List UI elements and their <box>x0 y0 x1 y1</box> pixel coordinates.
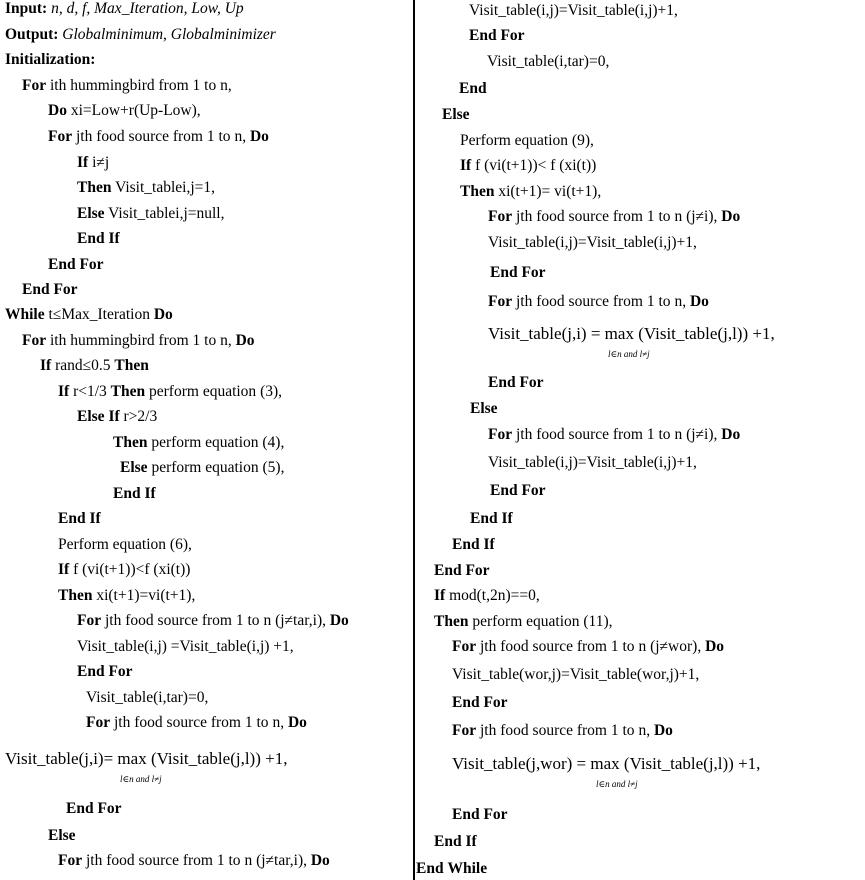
input-vars: n, d, f, Max_Iteration, Low, Up <box>51 0 244 17</box>
code-line: End For <box>66 800 122 817</box>
code-line: Then xi(t+1)=vi(t+1), <box>58 587 196 604</box>
algorithm-left-column <box>0 0 413 880</box>
input-line <box>5 0 244 18</box>
code-line: While t≤Max_Iteration Do <box>5 306 173 323</box>
code-line: Then xi(t+1)= vi(t+1), <box>460 183 602 200</box>
input-label: Input: <box>5 0 48 17</box>
code-line: Then perform equation (4), <box>113 434 285 451</box>
code-line: Else <box>442 106 470 123</box>
code-line: End For <box>77 663 133 680</box>
code-line: Else Visit_tablei,j=null, <box>77 205 225 222</box>
code-line: If i≠j <box>77 154 110 171</box>
code-line: End If <box>434 833 477 850</box>
code-line: End If <box>470 510 513 527</box>
code-line: Else If r>2/3 <box>77 408 158 425</box>
code-line: For jth food source from 1 to n, Do <box>488 293 709 310</box>
code-line: If f (vi(t+1))<f (xi(t)) <box>58 561 191 578</box>
code-line: End For <box>452 806 508 823</box>
code-line: Else <box>470 400 498 417</box>
code-line: End <box>459 80 487 97</box>
code-line: Visit_table(wor,j)=Visit_table(wor,j)+1, <box>452 666 700 683</box>
code-line: If f (vi(t+1))< f (xi(t)) <box>460 157 597 174</box>
code-line: Visit_table(i,j) =Visit_table(i,j) +1, <box>77 638 294 655</box>
max-equation-line: Visit_table(j,i) = max (Visit_table(j,l)) +1, <box>488 324 775 343</box>
code-line: If mod(t,2n)==0, <box>434 587 540 604</box>
code-line: End If <box>113 485 156 502</box>
code-line: Visit_table(i,tar)=0, <box>86 689 209 706</box>
code-line: Then Visit_tablei,j=1, <box>77 179 216 196</box>
code-line: If rand≤0.5 Then <box>40 357 149 374</box>
code-line: End While <box>416 860 488 877</box>
code-line: For jth food source from 1 to n (j≠wor), Do <box>452 638 725 655</box>
code-line: End For <box>490 482 546 499</box>
algorithm-right-column <box>416 0 865 880</box>
code-line: Perform equation (9), <box>460 132 594 149</box>
code-line: Perform equation (6), <box>58 536 192 553</box>
output-label: Output: <box>5 26 59 43</box>
code-line: End If <box>77 230 120 247</box>
code-line: For jth food source from 1 to n, Do <box>86 714 307 731</box>
code-line: Do xi=Low+r(Up-Low), <box>48 102 201 119</box>
code-line: For jth food source from 1 to n (j≠tar,i), Do <box>58 852 330 869</box>
code-line: Else perform equation (5), <box>120 459 285 476</box>
column-divider <box>413 0 415 880</box>
output-vars: Globalminimum, Globalminimizer <box>62 26 276 43</box>
code-line: End For <box>452 694 508 711</box>
code-line: End For <box>22 281 78 298</box>
code-line: For jth food source from 1 to n, Do <box>48 128 269 145</box>
max-subscript: l∈n and l≠j <box>120 774 162 784</box>
code-line: For jth food source from 1 to n (j≠tar,i), Do <box>77 612 349 629</box>
code-line: End For <box>469 27 525 44</box>
code-line: For ith hummingbird from 1 to n, <box>22 77 232 94</box>
output-line <box>5 26 276 44</box>
code-line: For jth food source from 1 to n (j≠i), Do <box>488 426 741 443</box>
code-line: End For <box>48 256 104 273</box>
code-line: End For <box>488 374 544 391</box>
code-line: Then perform equation (11), <box>434 613 613 630</box>
code-line: Visit_table(i,j)=Visit_table(i,j)+1, <box>488 454 697 471</box>
code-line: Visit_table(i,tar)=0, <box>487 53 610 70</box>
code-line: End For <box>434 562 490 579</box>
initialization-label: Initialization: <box>5 51 96 68</box>
max-subscript: l∈n and l≠j <box>608 349 650 359</box>
code-line: End If <box>58 510 101 527</box>
code-line: End For <box>490 264 546 281</box>
code-line: If r<1/3 Then perform equation (3), <box>58 383 283 400</box>
max-subscript: l∈n and l≠j <box>596 779 638 789</box>
max-equation-line: Visit_table(j,i)= max (Visit_table(j,l)) +1, <box>5 749 288 768</box>
code-line: Visit_table(i,j)=Visit_table(i,j)+1, <box>469 2 678 19</box>
max-equation-line: Visit_table(j,wor) = max (Visit_table(j,l)) +1, <box>452 754 761 773</box>
code-line: For jth food source from 1 to n (j≠i), Do <box>488 208 741 225</box>
code-line: Visit_table(i,j)=Visit_table(i,j)+1, <box>488 234 697 251</box>
code-line: For ith hummingbird from 1 to n, Do <box>22 332 255 349</box>
code-line: Else <box>48 827 76 844</box>
code-line: End If <box>452 536 495 553</box>
code-line: For jth food source from 1 to n, Do <box>452 722 673 739</box>
